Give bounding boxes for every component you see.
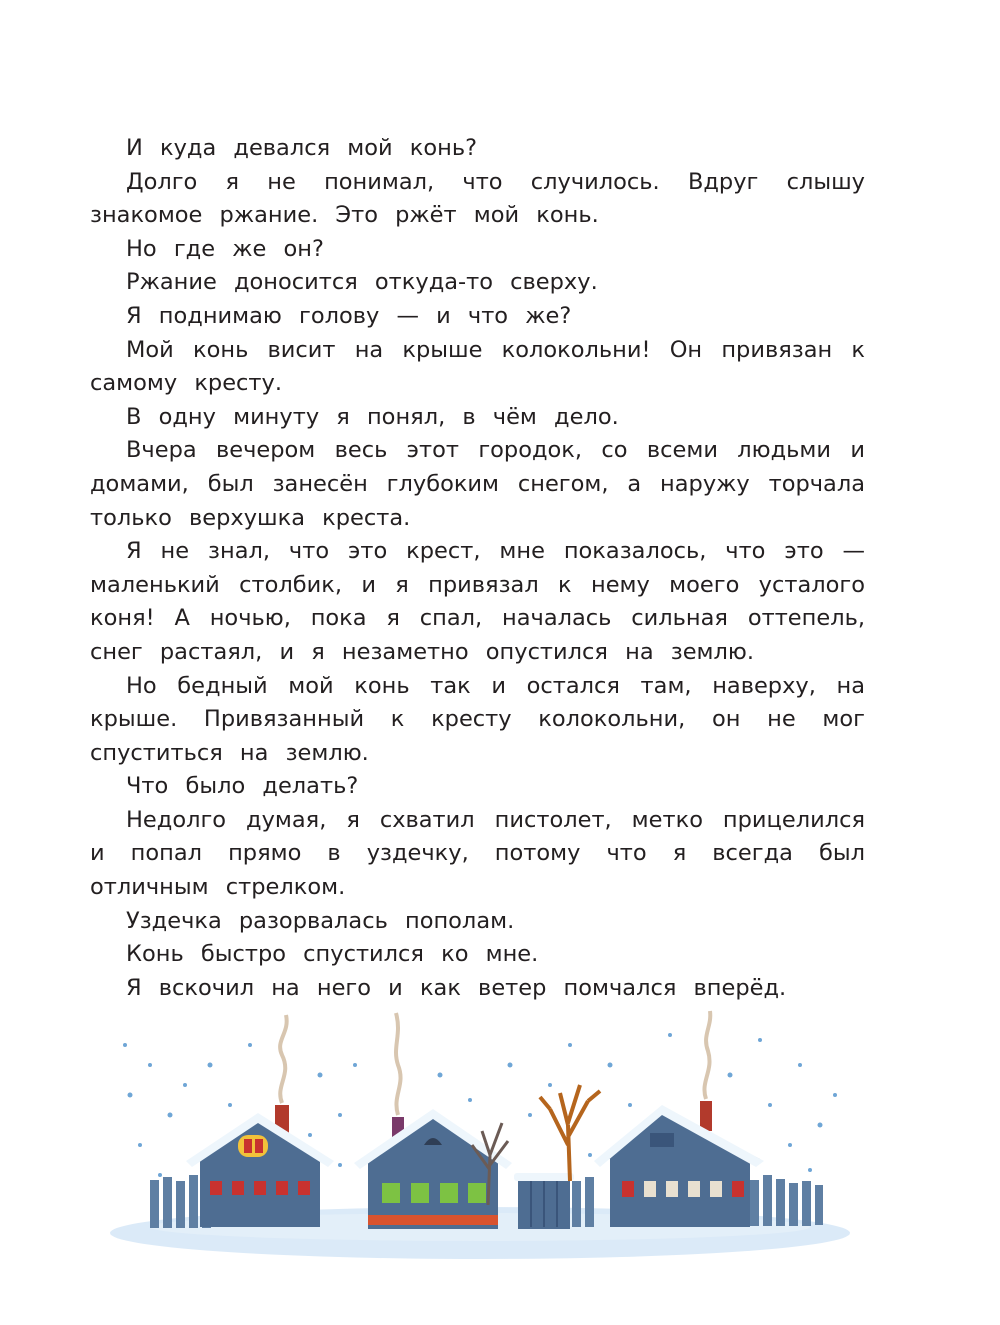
house-left	[186, 1015, 334, 1227]
autumn-tree-icon	[540, 1085, 600, 1181]
paragraph: Уздечка разорвалась пополам.	[126, 907, 515, 934]
paragraph: Я не знал, что это крест, мне показалось, что это — маленький столбик, и я привязал к нему моего усталого коня! А ночью, пока я спал, началась сильная оттепель, снег растаял, и я незаметно опустился на землю.	[90, 538, 865, 665]
paragraph: Но где же он?	[126, 235, 324, 262]
story-text	[90, 132, 865, 1005]
paragraph: Что было делать?	[126, 773, 359, 800]
paragraph: В одну минуту я понял, в чём дело.	[126, 403, 619, 430]
paragraph: И куда девался мой конь?	[126, 135, 478, 161]
house-right	[594, 1011, 764, 1227]
paragraph: Ржание доносится откуда-то сверху.	[126, 269, 598, 296]
paragraph: Я поднимаю голову — и что же?	[126, 302, 572, 329]
paragraph: Но бедный мой конь так и остался там, наверху, на крыше. Привязанный к кресту колокольни, он не мог спуститься на землю.	[90, 672, 865, 766]
paragraph: Конь быстро спустился ко мне.	[126, 941, 539, 968]
paragraph: Долго я не понимал, что случилось. Вдруг слышу знакомое ржание. Это ржёт мой конь.	[90, 168, 865, 229]
gate-icon	[514, 1173, 574, 1229]
winter-village-illustration	[110, 1005, 850, 1265]
paragraph: Вчера вечером весь этот городок, со всеми людьми и домами, был занесён глубоким снегом, а наружу торчала только верхушка креста.	[90, 437, 865, 531]
paragraph: Мой конь висит на крыше колокольни! Он привязан к самому кресту.	[90, 336, 865, 397]
paragraph: Недолго думая, я схватил пистолет, метко прицелился и попал прямо в уздечку, потому что я всегда был отличным стрелком.	[90, 806, 865, 901]
paragraph: Я вскочил на него и как ветер помчался вперёд.	[126, 974, 787, 1001]
